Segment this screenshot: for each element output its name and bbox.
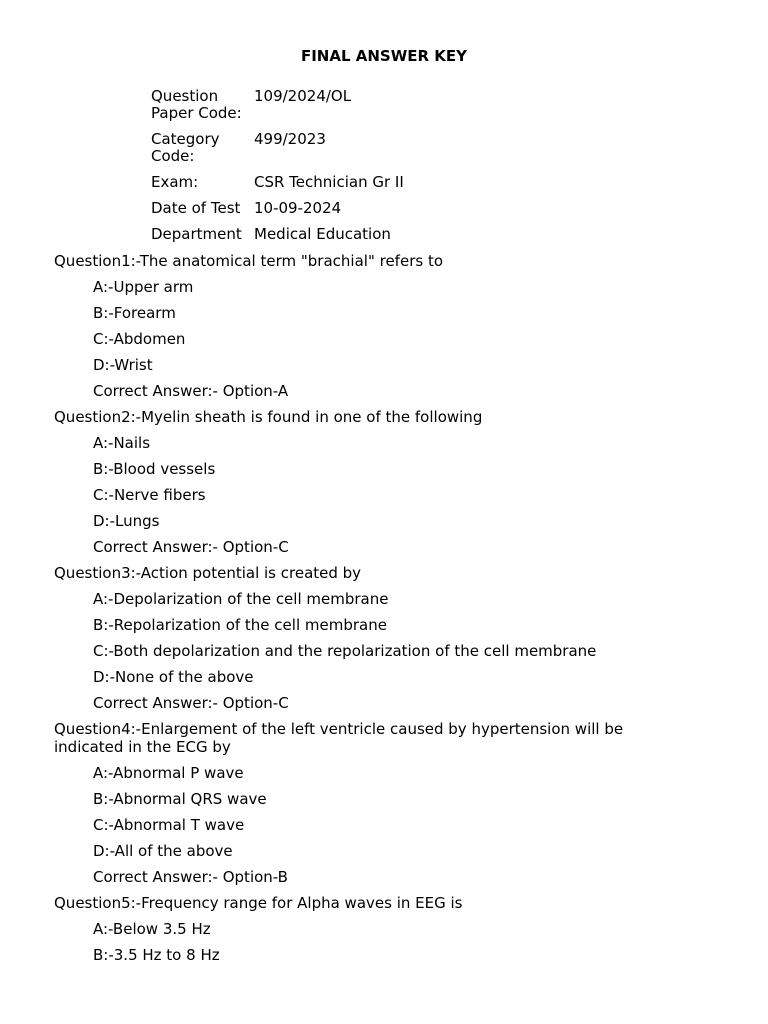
meta-label: Category Code: <box>151 130 220 165</box>
question-text: Question4:-Enlargement of the left ventricle caused by hypertension will be indicated in the ECG by <box>54 720 624 756</box>
option-d: D:-Lungs <box>93 512 160 530</box>
correct-answer: Correct Answer:- Option-B <box>93 868 288 886</box>
correct-answer: Correct Answer:- Option-C <box>93 694 289 712</box>
meta-label: Date of Test <box>151 199 241 217</box>
question-text: Question1:-The anatomical term "brachial" refers to <box>54 252 443 270</box>
question-text: Question3:-Action potential is created by <box>54 564 362 582</box>
option-b: B:-3.5 Hz to 8 Hz <box>93 946 220 964</box>
meta-row-date <box>151 200 404 226</box>
option-d: D:-All of the above <box>93 842 233 860</box>
option-b: B:-Forearm <box>93 304 176 322</box>
question-text: Question2:-Myelin sheath is found in one of the following <box>54 408 483 426</box>
meta-row-exam <box>151 174 404 200</box>
question-list <box>54 252 654 972</box>
option-d: D:-Wrist <box>93 356 153 374</box>
meta-row-department <box>151 226 404 243</box>
correct-answer: Correct Answer:- Option-C <box>93 538 289 556</box>
meta-value: Medical Education <box>254 225 391 243</box>
page-title: FINAL ANSWER KEY <box>300 47 468 65</box>
option-d: D:-None of the above <box>93 668 254 686</box>
option-a: A:-Upper arm <box>93 278 194 296</box>
exam-details-table <box>151 88 404 243</box>
meta-row-paper-code <box>151 88 404 131</box>
option-c: C:-Nerve fibers <box>93 486 206 504</box>
correct-answer: Correct Answer:- Option-A <box>93 382 289 400</box>
option-a: A:-Depolarization of the cell membrane <box>93 590 389 608</box>
question-text: Question5:-Frequency range for Alpha waves in EEG is <box>54 894 463 912</box>
meta-value: CSR Technician Gr II <box>254 173 404 191</box>
option-a: A:-Abnormal P wave <box>93 764 244 782</box>
meta-row-category-code <box>151 131 404 174</box>
meta-value: 109/2024/OL <box>254 87 352 105</box>
option-b: B:-Blood vessels <box>93 460 216 478</box>
option-a: A:-Below 3.5 Hz <box>93 920 211 938</box>
meta-value: 499/2023 <box>254 130 326 148</box>
option-c: C:-Both depolarization and the repolarization of the cell membrane <box>93 642 597 660</box>
meta-label: Department <box>151 225 242 243</box>
option-b: B:-Repolarization of the cell membrane <box>93 616 387 634</box>
option-b: B:-Abnormal QRS wave <box>93 790 267 808</box>
option-c: C:-Abnormal T wave <box>93 816 245 834</box>
option-c: C:-Abdomen <box>93 330 186 348</box>
meta-value: 10-09-2024 <box>254 199 342 217</box>
option-a: A:-Nails <box>93 434 151 452</box>
meta-label: Question Paper Code: <box>151 87 242 122</box>
meta-label: Exam: <box>151 173 199 191</box>
